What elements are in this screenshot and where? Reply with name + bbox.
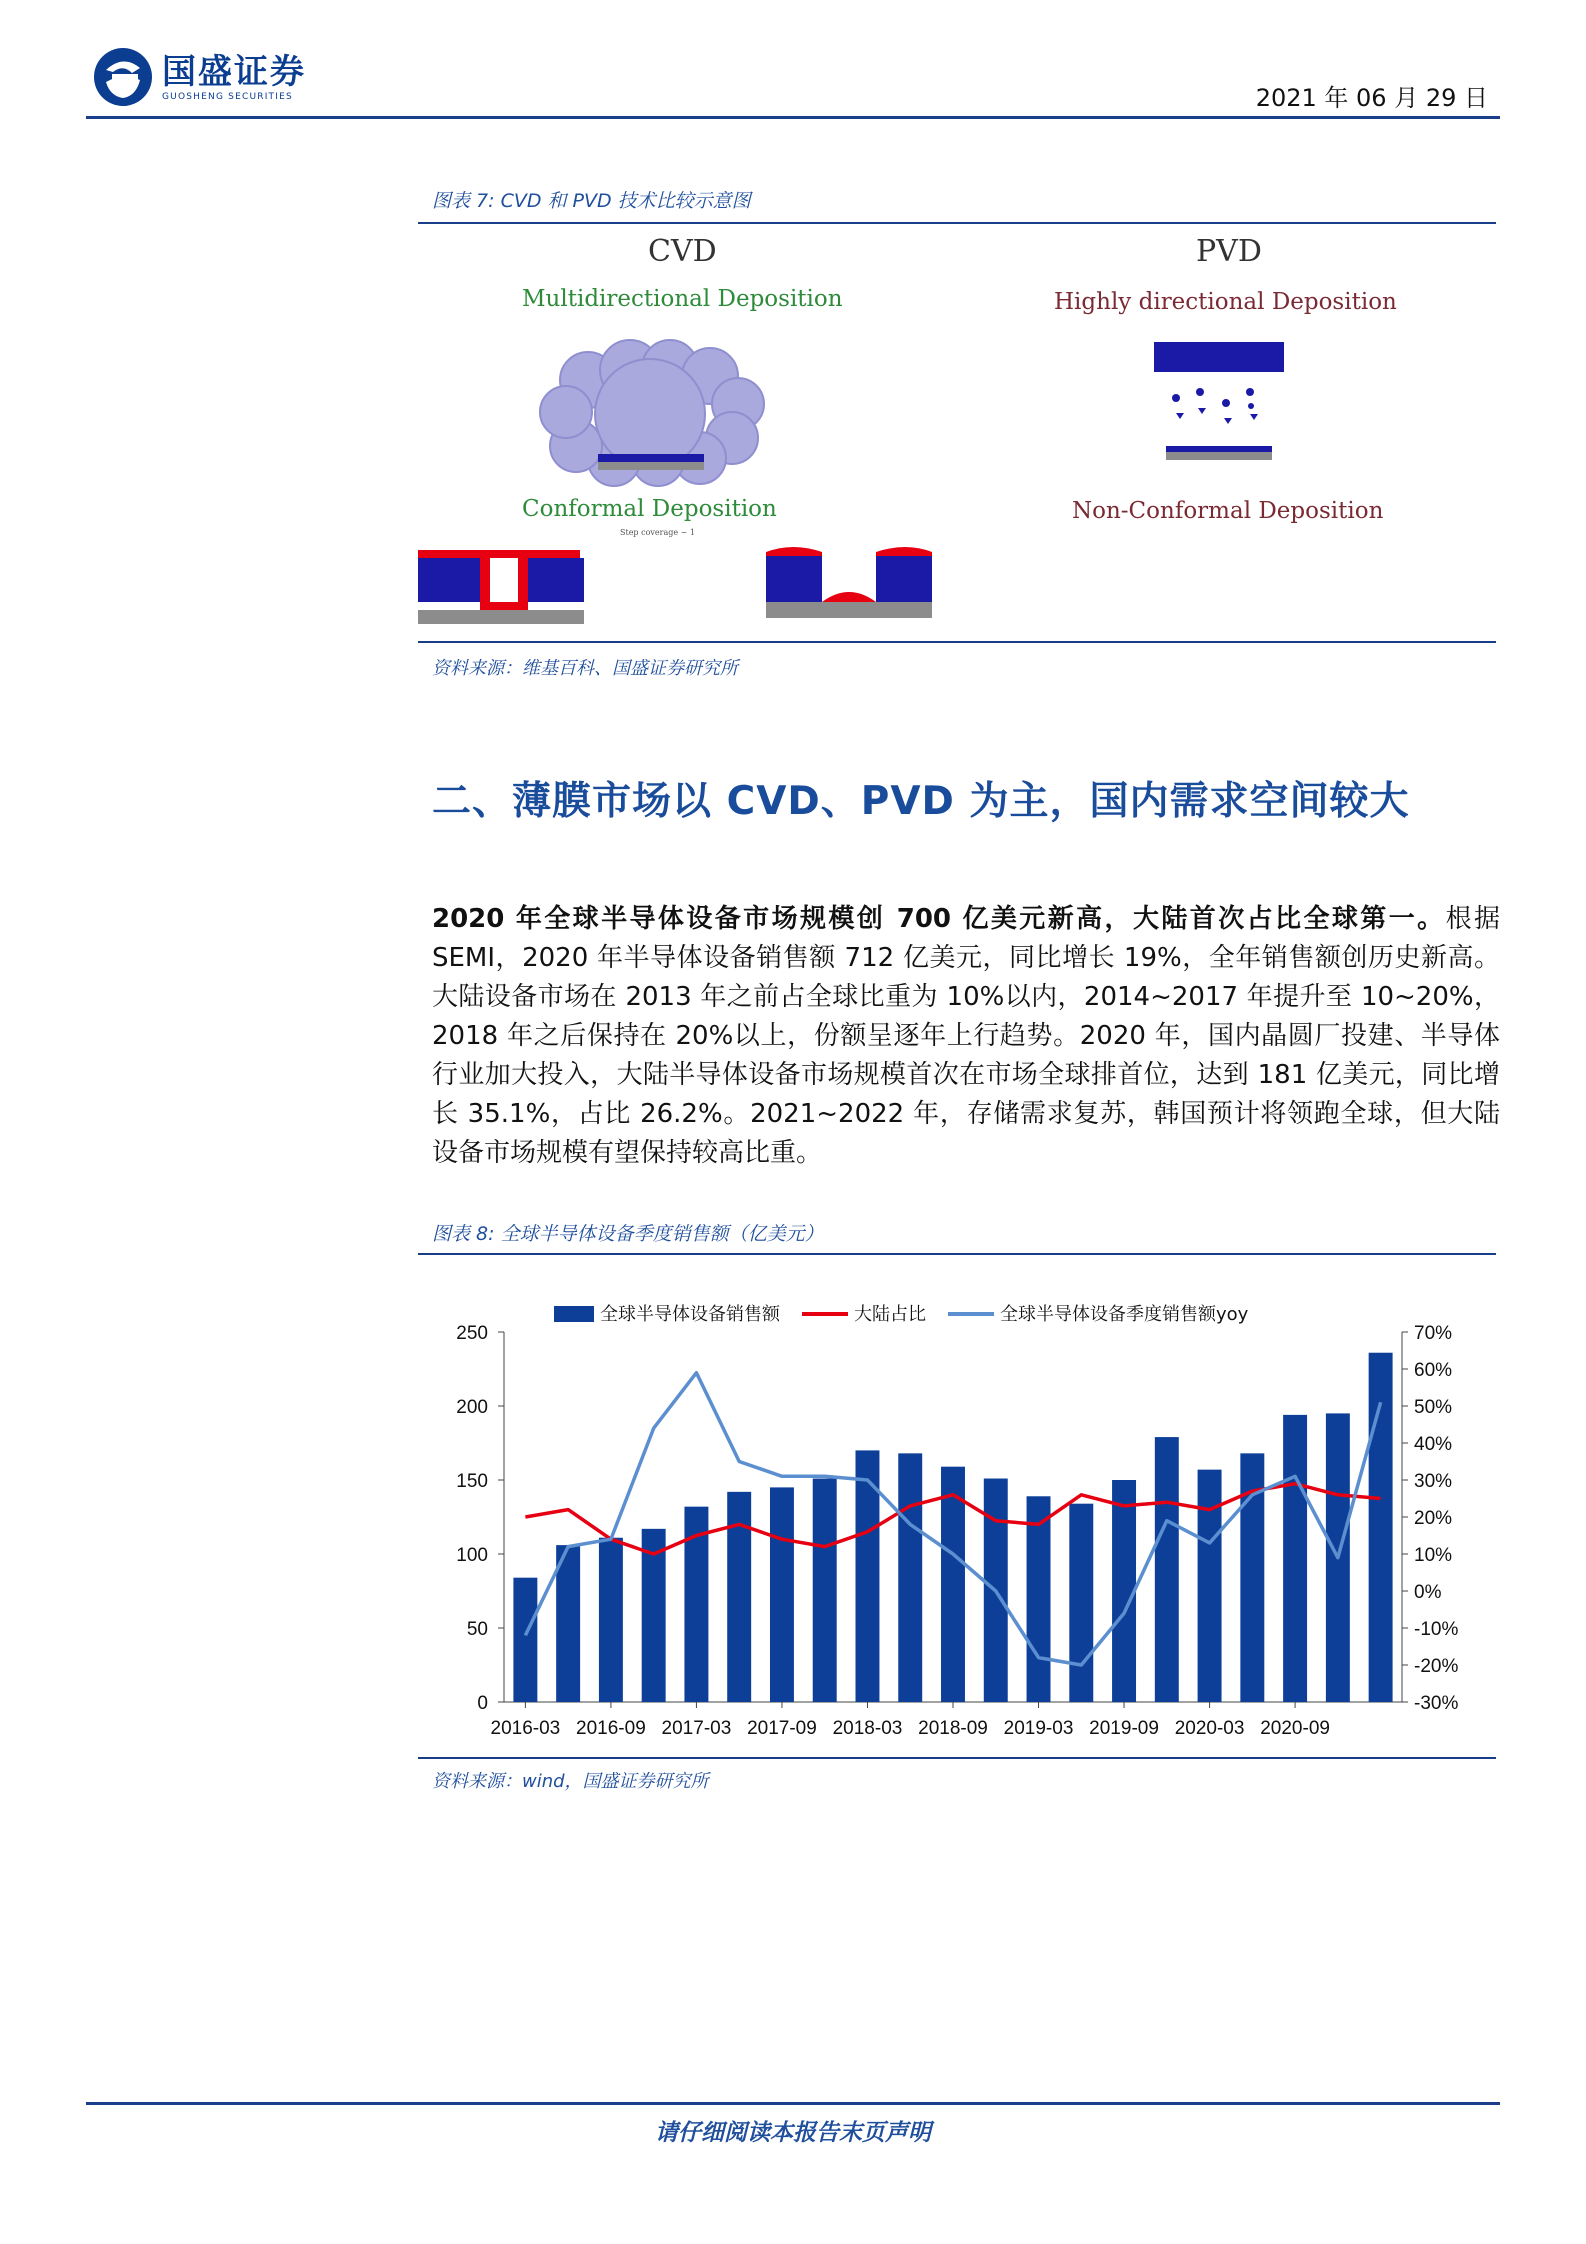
sales-bar <box>1069 1504 1093 1702</box>
right-tick-label: -20% <box>1414 1656 1459 1677</box>
right-tick-label: -30% <box>1414 1693 1459 1714</box>
x-tick-label: 2018-03 <box>832 1718 903 1739</box>
footer-divider <box>86 2102 1500 2105</box>
legend-bar-swatch <box>554 1306 594 1322</box>
right-tick-label: 10% <box>1414 1545 1453 1566</box>
paragraph-body: 根据 SEMI，2020 年半导体设备销售额 712 亿美元，同比增长 19%，全年销售额创历史新高。大陆设备市场在 2013 年之前占全球比重为 10%以内，2014~2017 年提升至 10~20%，2018 年之后保持在 20%以上，份额呈逐年上行趋势。2020 年，国内晶圆厂投建、半导体行业加大投入，大陆半导体设备市场规模首次在市场全球排首位，达到 181 亿美元，同比增长 35.1%，占比 26.2%。2021~2022 年，存储需求复苏，韩国预计将领跑全球，但大陆设备市场规模有望保持较高比重。 <box>432 904 1500 1168</box>
pvd-target <box>1154 342 1284 372</box>
sales-bar <box>556 1545 580 1702</box>
right-tick-label: 50% <box>1414 1397 1453 1418</box>
cvd-title: CVD <box>648 234 717 269</box>
left-tick-label: 200 <box>456 1397 488 1418</box>
pvd-subtitle: Highly directional Deposition <box>1054 289 1397 315</box>
figure7-caption: 图表 7: CVD 和 PVD 技术比较示意图 <box>432 190 751 212</box>
sales-bar <box>513 1578 537 1702</box>
left-tick-label: 150 <box>456 1471 488 1492</box>
figure8-source: 资料来源：wind，国盛证券研究所 <box>432 1771 709 1792</box>
x-tick-label: 2020-03 <box>1174 1718 1245 1739</box>
x-tick-label: 2016-09 <box>576 1718 646 1739</box>
figure7-top-rule <box>418 222 1496 224</box>
section-heading: 二、薄膜市场以 CVD、PVD 为主，国内需求空间较大 <box>432 779 1410 824</box>
right-tick-label: 60% <box>1414 1360 1453 1381</box>
left-tick-label: 250 <box>456 1323 488 1344</box>
guosheng-logo-icon <box>92 46 154 108</box>
x-tick-label: 2020-09 <box>1260 1718 1330 1739</box>
x-tick-label: 2017-03 <box>661 1718 732 1739</box>
logo-chinese-name: 国盛证券 <box>162 52 306 92</box>
right-tick-label: 20% <box>1414 1508 1453 1529</box>
pvd-particles <box>1172 388 1258 424</box>
pvd-substrate <box>1166 452 1272 460</box>
body-paragraph <box>432 900 1500 1173</box>
sales-bar <box>599 1538 623 1702</box>
cvd-film-layer <box>598 454 704 462</box>
figure7-source: 资料来源：维基百科、国盛证券研究所 <box>432 658 738 679</box>
pvd-title: PVD <box>1196 234 1262 269</box>
semiconductor-sales-chart <box>418 1262 1498 1752</box>
x-tick-label: 2017-09 <box>747 1718 817 1739</box>
sales-bar <box>770 1487 794 1702</box>
sales-bar <box>898 1453 922 1702</box>
x-tick-label: 2016-03 <box>490 1718 561 1739</box>
sales-bar <box>813 1479 837 1702</box>
cvd-conformal-label: Conformal Deposition <box>522 496 777 522</box>
figure8-top-rule <box>418 1253 1496 1255</box>
right-tick-label: 0% <box>1414 1582 1442 1603</box>
figure8-bottom-rule <box>418 1757 1496 1759</box>
right-tick-label: 30% <box>1414 1471 1453 1492</box>
cvd-subtitle: Multidirectional Deposition <box>522 286 843 312</box>
cvd-substrate <box>598 462 704 470</box>
cvd-conformal-trench <box>418 550 584 624</box>
legend-label: 全球半导体设备销售额 <box>600 1304 780 1325</box>
logo-english-name: GUOSHENG SECURITIES <box>162 92 293 102</box>
company-logo <box>92 46 306 108</box>
x-tick-label: 2018-09 <box>918 1718 988 1739</box>
cvd-step-coverage-note: Step coverage ~ 1 <box>620 528 695 537</box>
legend-label: 大陆占比 <box>854 1304 926 1325</box>
right-tick-label: 70% <box>1414 1323 1453 1344</box>
figure8-caption: 图表 8: 全球半导体设备季度销售额（亿美元） <box>432 1223 824 1245</box>
right-tick-label: -10% <box>1414 1619 1459 1640</box>
pvd-film-layer <box>1166 446 1272 452</box>
x-tick-label: 2019-09 <box>1089 1718 1159 1739</box>
left-tick-label: 100 <box>456 1545 488 1566</box>
cvd-pvd-illustration <box>418 320 1496 640</box>
sales-bar <box>1155 1437 1179 1702</box>
pvd-nonconformal-trench <box>766 547 932 618</box>
paragraph-lead: 2020 年全球半导体设备市场规模创 700 亿美元新高，大陆首次占比全球第一。 <box>432 904 1446 934</box>
left-tick-label: 50 <box>466 1619 488 1640</box>
footer-disclaimer: 请仔细阅读本报告末页声明 <box>655 2120 931 2146</box>
legend-label: 全球半导体设备季度销售额yoy <box>1000 1304 1249 1325</box>
sales-bar <box>941 1467 965 1702</box>
left-tick-label: 0 <box>477 1693 488 1714</box>
sales-bar <box>1283 1415 1307 1702</box>
pvd-nonconformal-label: Non-Conformal Deposition <box>1072 498 1384 524</box>
right-tick-label: 40% <box>1414 1434 1453 1455</box>
sales-bar <box>1027 1496 1051 1702</box>
x-tick-label: 2019-03 <box>1003 1718 1074 1739</box>
report-date: 2021 年 06 月 29 日 <box>1255 84 1488 112</box>
figure7-bottom-rule <box>418 641 1496 643</box>
header-divider <box>86 116 1500 119</box>
